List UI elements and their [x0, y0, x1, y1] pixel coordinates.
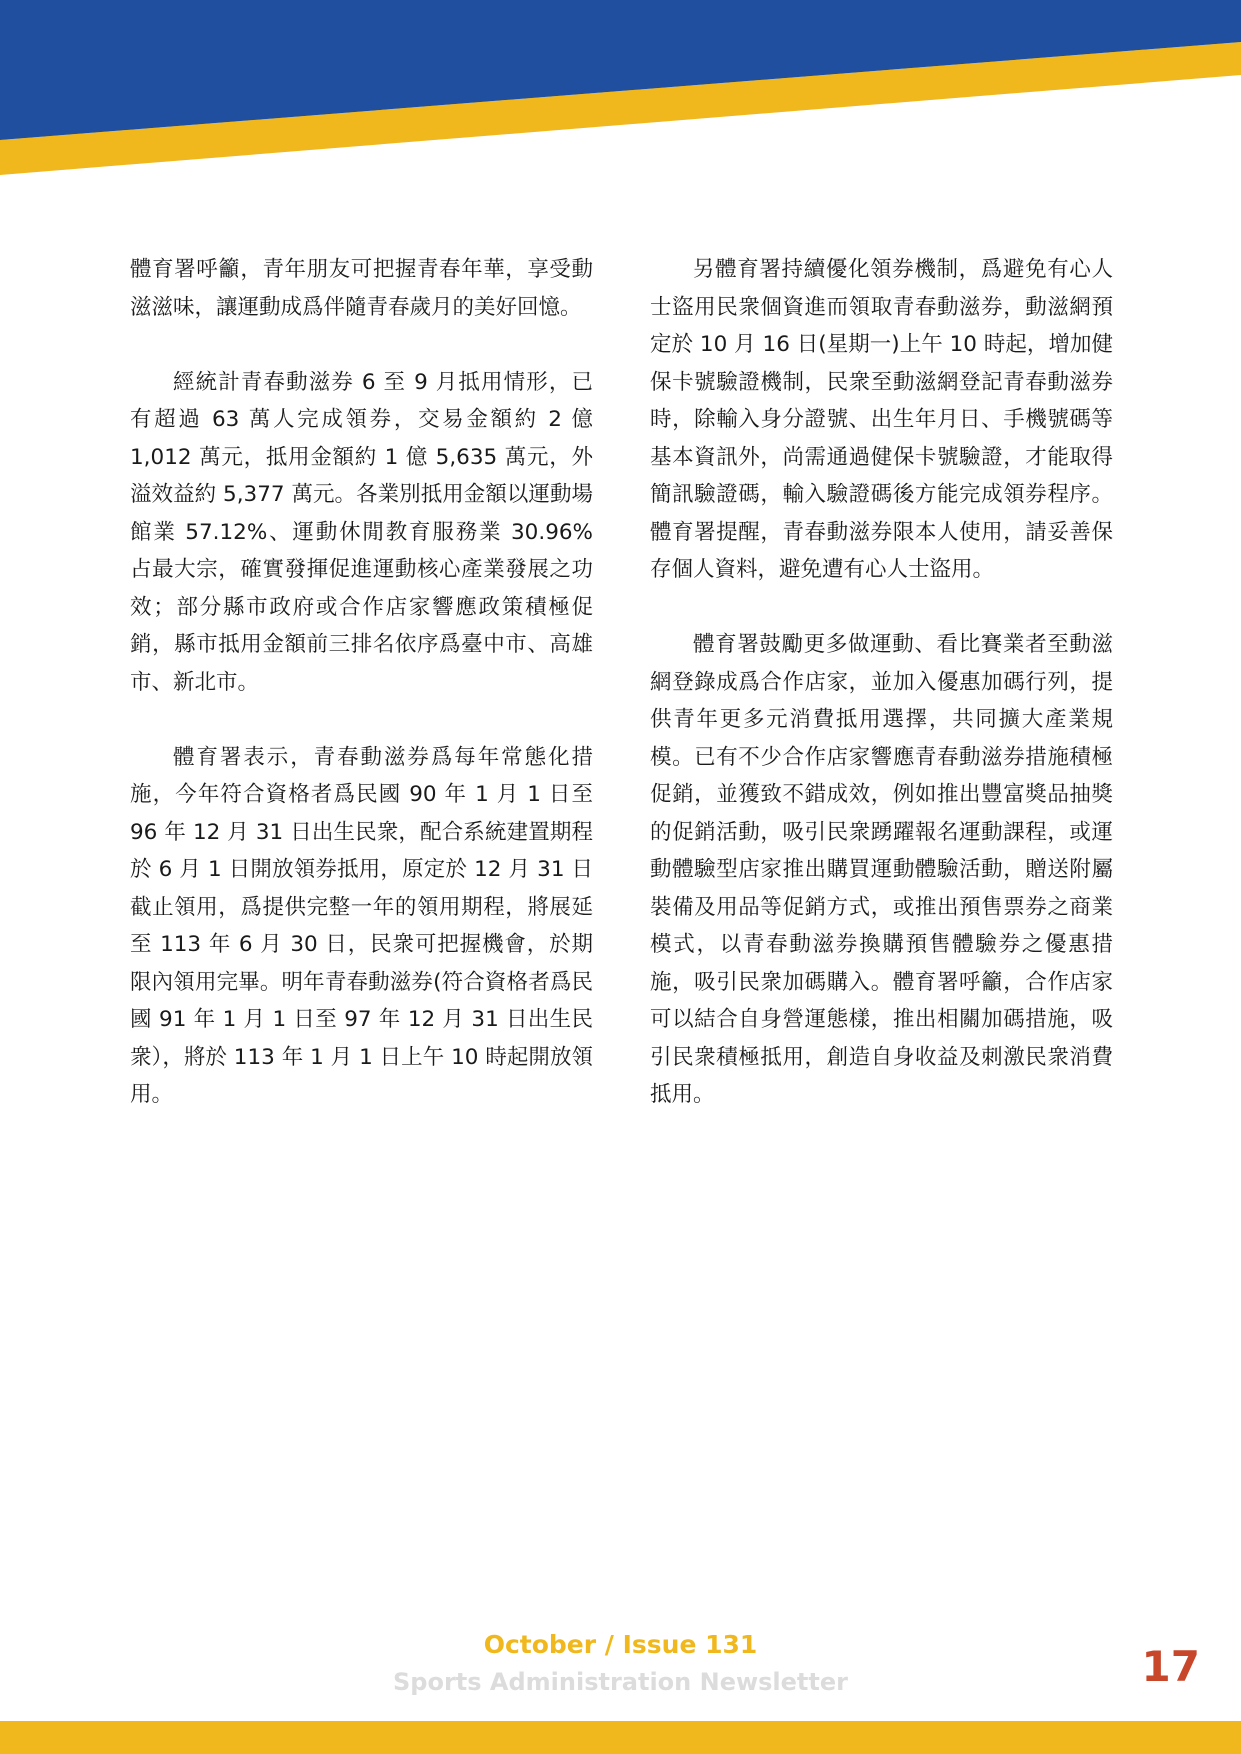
footer-bar — [0, 1721, 1241, 1754]
paragraph: 體育署鼓勵更多做運動、看比賽業者至動滋網登錄成爲合作店家，並加入優惠加碼行列，提供青年更多元消費抵用選擇，共同擴大產業規模。已有不少合作店家響應青春動滋券措施積極促銷，並獲致不錯成效，例如推出豐富獎品抽獎的促銷活動，吸引民衆踴躍報名運動課程，或運動體驗型店家推出購買運動體驗活動，贈送附屬裝備及用品等促銷方式，或推出預售票券之商業模式，以青春動滋券換購預售體驗券之優惠措施，吸引民衆加碼購入。體育署呼籲，合作店家可以結合自身營運態樣，推出相關加碼措施，吸引民衆積極抵用，創造自身收益及刺激民衆消費抵用。 — [650, 632, 1113, 1107]
left-column — [130, 251, 593, 1151]
issue-label: October / Issue 131 — [483, 1630, 758, 1659]
paragraph: 體育署呼籲，青年朋友可把握青春年華，享受動滋滋味，讓運動成爲伴隨青春歲月的美好回憶。 — [130, 257, 593, 320]
newsletter-name: Sports Administration Newsletter — [392, 1668, 848, 1696]
paragraph: 另體育署持續優化領券機制，爲避免有心人士盜用民衆個資進而領取青春動滋券，動滋網預定於 10 月 16 日(星期一)上午 10 時起，增加健保卡號驗證機制，民衆至動滋網登記青春動滋券時，除輸入身分證號、出生年月日、手機號碼等基本資訊外，尚需通過健保卡號驗證，才能取得簡訊驗證碼，輸入驗證碼後方能完成領券程序。體育署提醒，青春動滋券限本人使用，請妥善保存個人資料，避免遭有心人士盜用。 — [650, 257, 1113, 582]
paragraph: 經統計青春動滋券 6 至 9 月抵用情形，已有超過 63 萬人完成領券，交易金額約 2 億 1,012 萬元，抵用金額約 1 億 5,635 萬元，外溢效益約 5,377 萬元。各業別抵用金額以運動場館業 57.12%、運動休閒教育服務業 30.96% 占最大宗，確實發揮促進運動核心產業發展之功效；部分縣市政府或合作店家響應政策積極促銷，縣市抵用金額前三排名依序爲臺中市、高雄市、新北市。 — [130, 369, 593, 695]
right-column — [650, 251, 1113, 1151]
page-number: 17 — [1141, 1642, 1200, 1691]
header-banner — [0, 0, 1241, 180]
paragraph: 體育署表示，青春動滋券爲每年常態化措施，今年符合資格者爲民國 90 年 1 月 1 日至 96 年 12 月 31 日出生民衆，配合系統建置期程於 6 月 1 日開放領券抵用，原定於 12 月 31 日截止領用，爲提供完整一年的領用期程，將展延至 113 年 6 月 30 日，民衆可把握機會，於期限內領用完畢。明年青春動滋券(符合資格者爲民國 91 年 1 月 1 日至 97 年 12 月 31 日出生民衆），將於 113 年 1 月 1 日上午 10 時起開放領用。 — [130, 744, 593, 1107]
